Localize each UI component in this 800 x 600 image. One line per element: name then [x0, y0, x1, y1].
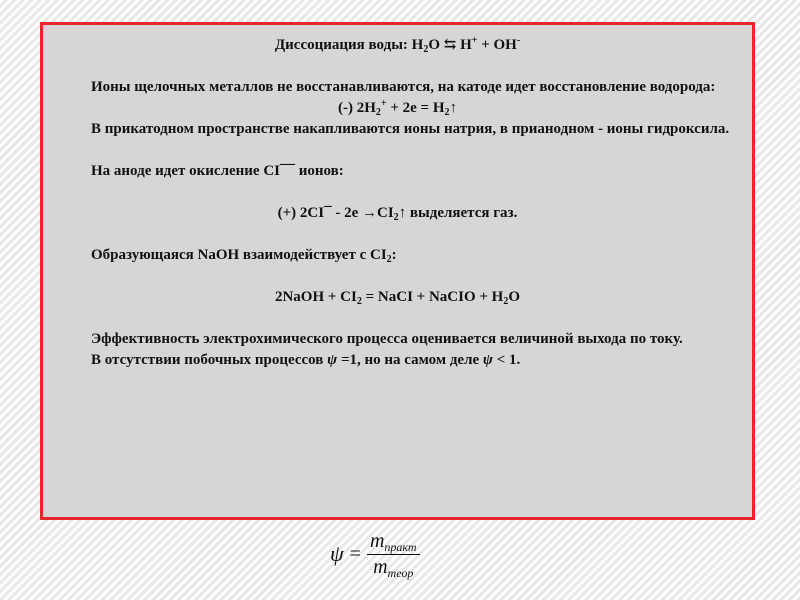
paragraph-efficiency: Эффективность электрохимического процесса оценивается величиной выхода по току. [91, 331, 683, 347]
text-box [40, 22, 755, 520]
paragraph-anode: На аноде идет окисление CI¯¯ ионов: [91, 163, 344, 179]
formula-numerator: $m_{практ}$ [369, 529, 417, 554]
fraction-bar [367, 554, 420, 555]
paragraph-naoh: Образующаяся NaOH взаимодействует с $CI_2$: [91, 247, 397, 265]
paragraph-cathode: Ионы щелочных металлов не восстанавливаются, на катоде идет восстановление водорода: [91, 79, 716, 95]
paragraph-ions: В прикатодном пространстве накапливаются ионы натрия, в прианодном - ионы гидроксила. [91, 121, 730, 137]
formula-equals: = [349, 542, 361, 565]
paragraph-side-processes: В отсутствии побочных процессов ψ =1, но на самом деле ψ < 1. [91, 352, 521, 368]
formula-fraction [367, 530, 420, 579]
anode-equation: (+) 2CI¯ - $2e \to CI_2↑$ выделяется газ. [277, 205, 518, 223]
formula-denominator: $m_{теор}$ [373, 555, 414, 580]
formula-psi: ψ [330, 541, 344, 566]
reaction-equation: 2NaOH + $CI_2$ = NaCI + NaCIO + $H_2O$ [274, 289, 521, 307]
cathode-equation: (-) $2H_2^+ + 2e$ = $H_2↑$ [337, 98, 458, 118]
current-efficiency-formula [330, 524, 420, 584]
dissociation-title: Диссоциация воды: $H_2O$ ⇆ H+ + OH- [274, 35, 521, 55]
